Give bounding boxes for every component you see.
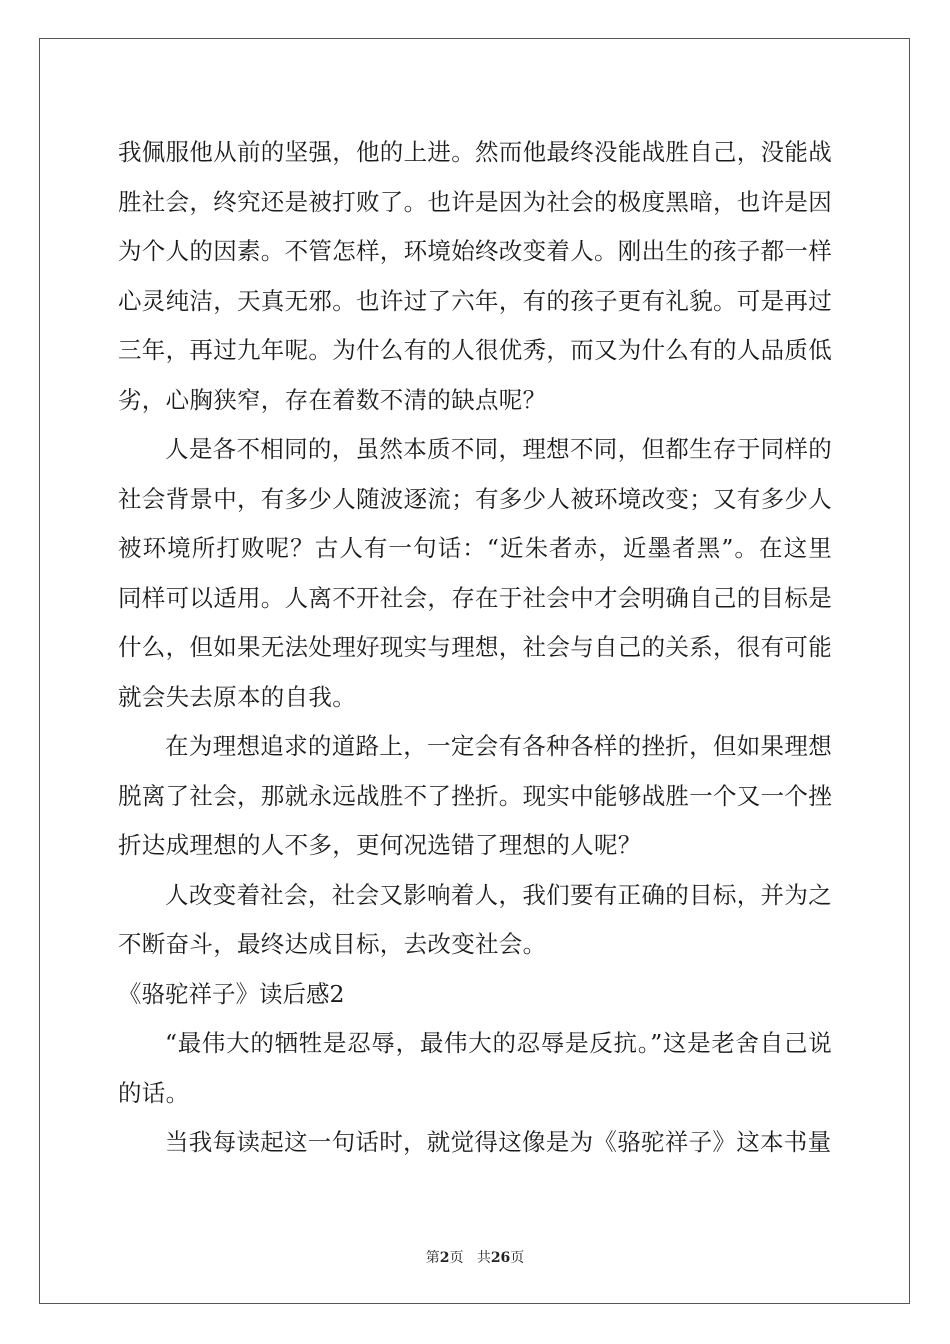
page-number: 2 [439, 1250, 450, 1266]
paragraph-3: 在为理想追求的道路上，一定会有各种各样的挫折，但如果理想脱离了社会，那就永远战胜不了挫折。现实中能够战胜一个又一个挫折达成理想的人不多，更何况选错了理想的人呢？ [118, 732, 832, 859]
paragraph-4: 人改变着社会，社会又影响着人，我们要有正确的目标，并为之不断奋斗，最终达成目标，去改变社会。 [118, 880, 832, 958]
section-title: 《骆驼祥子》读后感2 [118, 979, 345, 1008]
total-prefix: 共 [476, 1250, 491, 1266]
page-footer [0, 1247, 950, 1267]
document-body [118, 128, 832, 1168]
page-prefix: 第 [425, 1250, 440, 1266]
paragraph-2: 人是各不相同的，虽然本质不同，理想不同，但都生存于同样的社会背景中，有多少人随波逐流；有多少人被环境改变；又有多少人被环境所打败呢？古人有一句话：“近朱者赤，近墨者黑”。在这里同样可以适用。人离不开社会，存在于社会中才会明确自己的目标是什么，但如果无法处理好现实与理想，社会与自己的关系，很有可能就会失去原本的自我。 [118, 435, 832, 711]
paragraph-6: 当我每读起这一句话时，就觉得这像是为《骆驼祥子》这本书量 [165, 1128, 832, 1156]
paragraph-1: 我佩服他从前的坚强，他的上进。然而他最终没能战胜自己，没能战胜社会，终究还是被打败了。也许是因为社会的极度黑暗，也许是因为个人的因素。不管怎样，环境始终改变着人。刚出生的孩子都一样心灵纯洁，天真无邪。也许过了六年，有的孩子更有礼貌。可是再过三年，再过九年呢。为什么有的人很优秀，而又为什么有的人品质低劣，心胸狭窄，存在着数不清的缺点呢？ [118, 138, 832, 414]
total-pages: 26 [490, 1250, 511, 1266]
total-suffix: 页 [510, 1250, 525, 1266]
paragraph-5: “最伟大的牺牲是忍辱，最伟大的忍辱是反抗。”这是老舍自己说的话。 [118, 1029, 832, 1107]
page-suffix: 页 [449, 1250, 464, 1266]
